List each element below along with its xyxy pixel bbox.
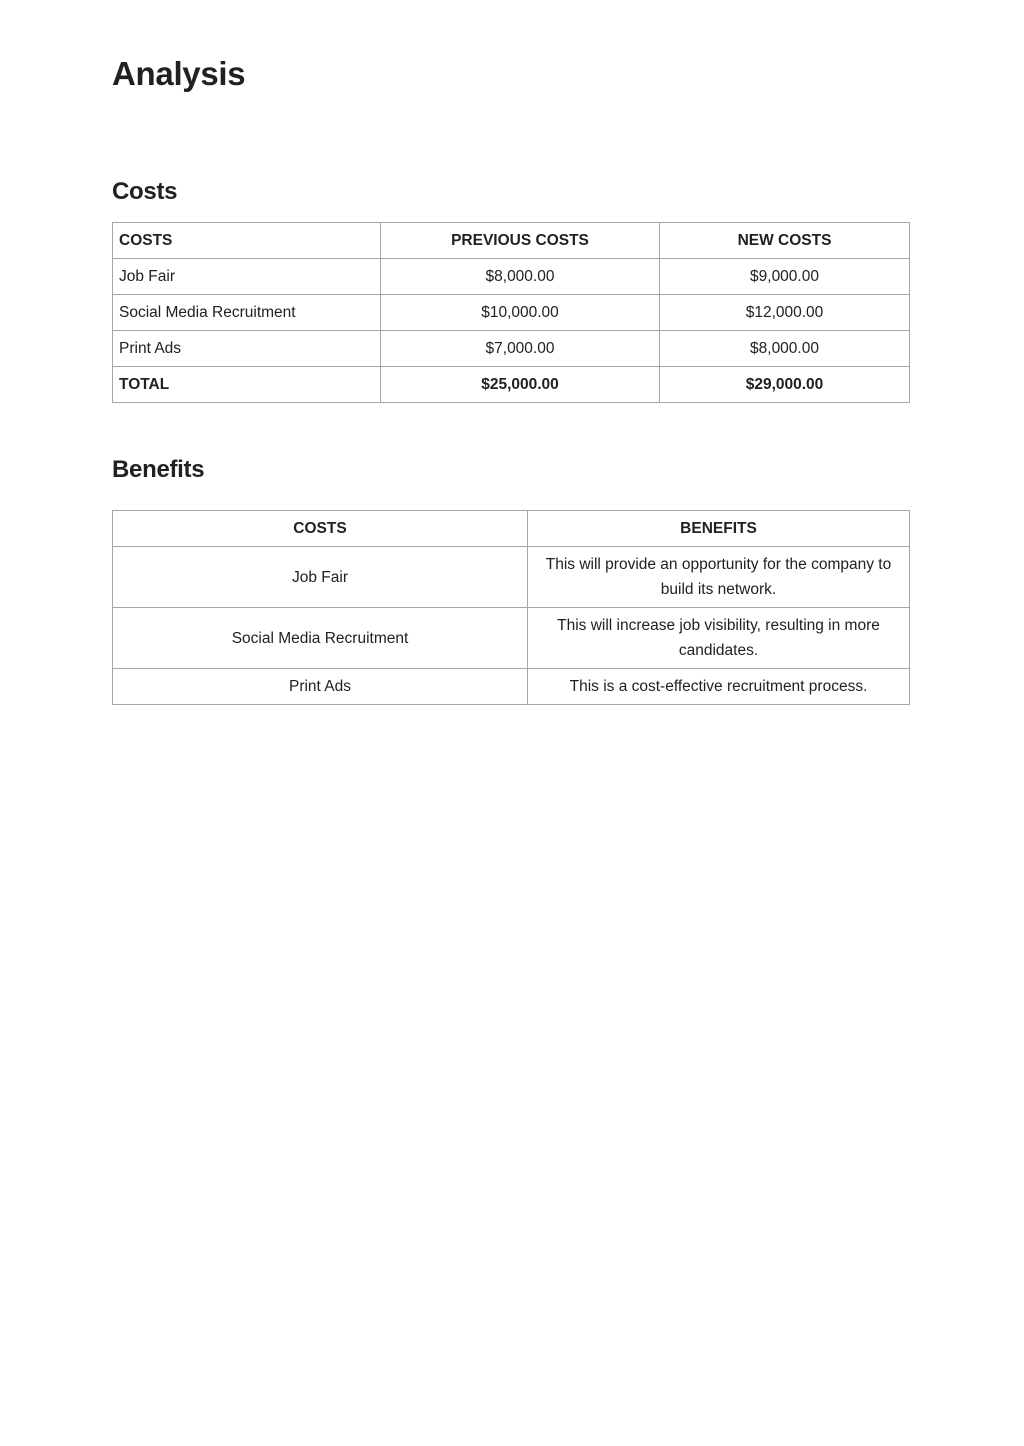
previous-cost-value: $10,000.00 bbox=[381, 295, 660, 331]
column-header-new-costs: NEW COSTS bbox=[660, 223, 910, 259]
benefit-description: This will increase job visibility, resulting in more candidates. bbox=[528, 608, 910, 669]
table-row bbox=[113, 547, 910, 608]
costs-table bbox=[112, 222, 910, 403]
costs-heading: Costs bbox=[112, 178, 178, 205]
cost-item: Social Media Recruitment bbox=[113, 295, 381, 331]
total-new-cost: $29,000.00 bbox=[660, 367, 910, 403]
total-row bbox=[113, 367, 910, 403]
cost-item: Job Fair bbox=[113, 259, 381, 295]
document-title: Analysis bbox=[112, 55, 246, 92]
column-header-previous-costs: PREVIOUS COSTS bbox=[381, 223, 660, 259]
table-row bbox=[113, 608, 910, 669]
benefit-description: This will provide an opportunity for the company to build its network. bbox=[528, 547, 910, 608]
table-header-row bbox=[113, 511, 910, 547]
cost-item: Job Fair bbox=[113, 547, 528, 608]
cost-item: Print Ads bbox=[113, 669, 528, 705]
benefits-table bbox=[112, 510, 910, 705]
table-header-row bbox=[113, 223, 910, 259]
benefits-heading: Benefits bbox=[112, 456, 205, 483]
previous-cost-value: $8,000.00 bbox=[381, 259, 660, 295]
new-cost-value: $12,000.00 bbox=[660, 295, 910, 331]
table-row bbox=[113, 295, 910, 331]
new-cost-value: $8,000.00 bbox=[660, 331, 910, 367]
table-row bbox=[113, 259, 910, 295]
previous-cost-value: $7,000.00 bbox=[381, 331, 660, 367]
new-cost-value: $9,000.00 bbox=[660, 259, 910, 295]
cost-item: Print Ads bbox=[113, 331, 381, 367]
table-row bbox=[113, 331, 910, 367]
column-header-benefits: BENEFITS bbox=[528, 511, 910, 547]
cost-item: Social Media Recruitment bbox=[113, 608, 528, 669]
column-header-costs: COSTS bbox=[113, 511, 528, 547]
table-row bbox=[113, 669, 910, 705]
total-previous-cost: $25,000.00 bbox=[381, 367, 660, 403]
total-label: TOTAL bbox=[113, 367, 381, 403]
benefit-description: This is a cost-effective recruitment process. bbox=[528, 669, 910, 705]
column-header-costs: COSTS bbox=[113, 223, 381, 259]
